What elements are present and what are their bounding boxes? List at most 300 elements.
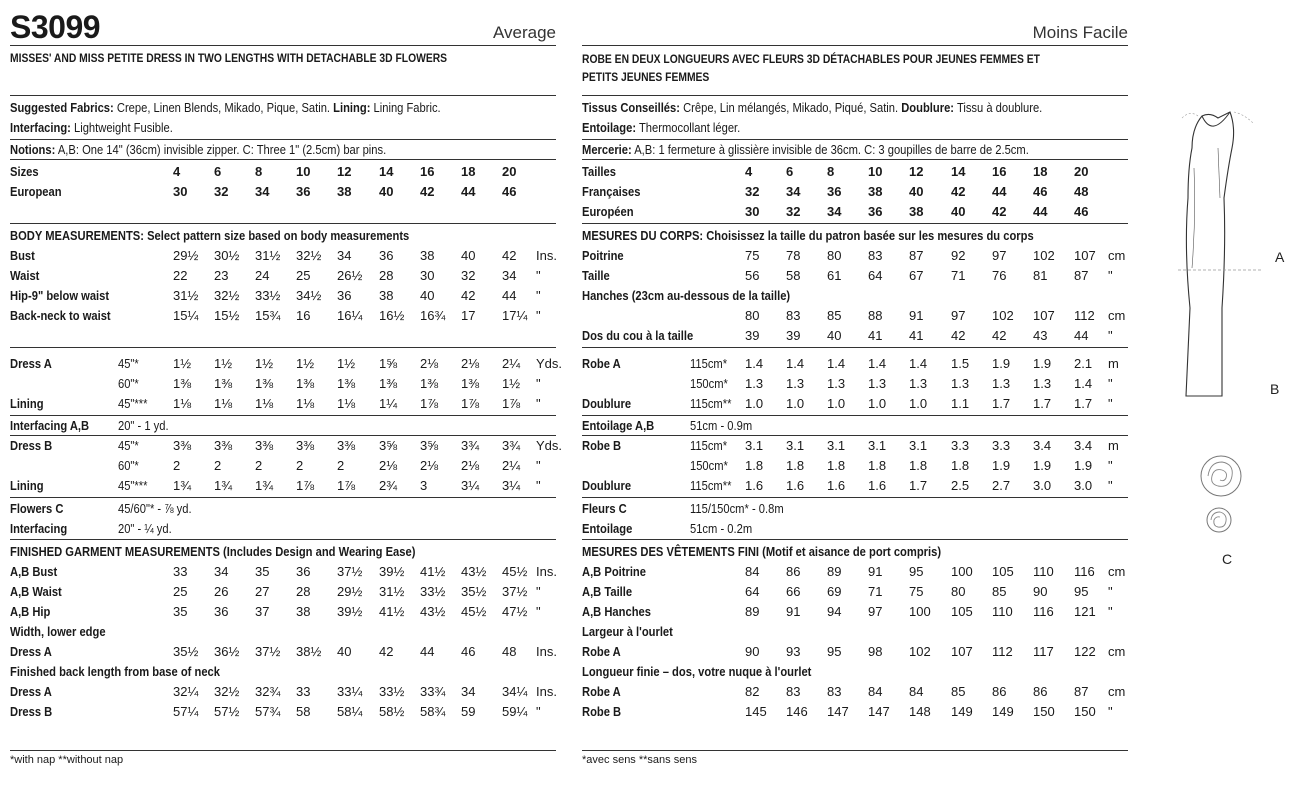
cell-value: 1¾ [255,478,274,493]
cell-value: 58¾ [420,704,446,719]
cell-value: 59 [461,704,476,719]
cell-value: 45½ [502,564,528,579]
row-value: 51cm - 0.9m [690,418,753,433]
hanches-heading: Hanches (23cm au-dessous de la taille) [582,288,791,303]
cell-value: 102 [992,308,1014,323]
pattern-number: S3099 [10,9,101,45]
cell-value: 1⅜ [461,376,480,391]
en-interfacing-ab [10,416,556,436]
row-label: Interfacing A,B [10,418,90,433]
cell-value: 40 [827,328,842,343]
cell-value: 40 [420,288,435,303]
cell-value: 3⅝ [379,438,398,453]
yardage-row [10,394,556,414]
cell-value: 3 [420,478,428,493]
cell-value: 71 [951,268,966,283]
row-label: Françaises [582,184,641,199]
cell-value: 84 [909,684,924,699]
largeur-row [582,642,1128,662]
row-label: Européen [582,204,634,219]
cell-value: 34 [827,204,842,219]
mesures-fini-heading: MESURES DES VÊTEMENTS FINI (Motif et aisance de port compris) [582,544,942,559]
row-label: Robe A [582,356,621,371]
cell-value: 32½ [214,288,240,303]
interfacing-line: Interfacing: Lightweight Fusible. [10,120,173,135]
cell-value: 1.3 [951,376,970,391]
cell-value: 33¾ [420,684,446,699]
unit-label: Yds. [536,356,563,371]
cell-value: 83 [786,308,801,323]
cell-value: 1⅜ [214,376,233,391]
mercerie-line: Mercerie: A,B: 1 fermeture à glissière invisible de 36cm. C: 3 goupilles de barre de 2.5cm. [582,142,1029,157]
cell-value: 95 [1074,584,1089,599]
cell-value: 1.9 [1033,356,1052,371]
cell-value: 10 [868,164,883,179]
width-heading: Width, lower edge [10,624,106,639]
cell-value: 32½ [296,248,322,263]
cell-value: 80 [951,584,966,599]
cell-value: 1¾ [173,478,192,493]
cell-value: 1½ [337,356,356,371]
difficulty-level: Average [492,23,556,42]
en-title-block [10,46,556,96]
cell-value: 3.1 [786,438,805,453]
cell-value: 34 [337,248,352,263]
cell-value: 100 [909,604,931,619]
cell-value: 87 [1074,268,1089,283]
cell-value: 3.4 [1074,438,1093,453]
sizes-row [10,162,556,182]
body-measurement-row [10,266,556,286]
cell-value: 81 [1033,268,1048,283]
metrage-row [582,394,1128,414]
cell-value: 61 [827,268,842,283]
row-label: Robe B [582,438,622,453]
row-label: Entoilage A,B [582,418,655,433]
cell-value: 41 [868,328,883,343]
cell-value: 44 [461,184,476,199]
cell-value: 75 [909,584,924,599]
flowers-illustration [1196,454,1246,538]
cell-value: 37 [255,604,270,619]
cell-value: 95 [909,564,924,579]
cell-value: 86 [786,564,801,579]
cell-value: 34 [502,268,517,283]
cell-value: 1.3 [1033,376,1052,391]
cell-value: 3⅝ [420,438,439,453]
unit-label: Ins. [536,248,557,263]
cell-value: 1⅛ [214,396,233,411]
finished-row [10,562,556,582]
cell-value: 1.3 [827,376,846,391]
finished-row [582,562,1128,582]
cell-value: 35½ [461,584,487,599]
cell-value: 3¾ [502,438,521,453]
unit-label: " [536,458,541,473]
cell-value: 44 [992,184,1007,199]
row-width-label: 150cm* [690,376,728,391]
unit-label: m [1108,356,1119,371]
yardage-row [10,436,563,456]
cell-value: 3.1 [868,438,887,453]
en-footnote-divider [10,750,556,751]
cell-value: 33¼ [337,684,363,699]
cell-value: 1½ [296,356,315,371]
cell-value: 1.5 [951,356,970,371]
cell-value: 34 [214,564,229,579]
row-width-label: 115cm* [690,356,728,371]
cell-value: 2 [173,458,181,473]
cell-value: 32¼ [173,684,199,699]
cell-value: 18 [1033,164,1048,179]
cell-value: 39½ [379,564,405,579]
cell-value: 2¾ [379,478,398,493]
cell-value: 145 [745,704,767,719]
cell-value: 147 [827,704,849,719]
cell-value: 4 [173,164,181,179]
english-column [10,9,563,722]
row-label: A,B Taille [582,584,633,599]
row-value: 45/60"* - ⅞ yd. [118,501,192,516]
row-label: A,B Hanches [582,604,651,619]
cell-value: 42 [461,288,476,303]
metrage-row [582,436,1128,456]
cell-value: 1⅜ [255,376,274,391]
cell-value: 92 [951,248,966,263]
cell-value: 78 [786,248,801,263]
cell-value: 66 [786,584,801,599]
titre-ligne-1: ROBE EN DEUX LONGUEURS AVEC FLEURS 3D DÉTACHABLES POUR JEUNES FEMMES ET [582,52,1040,66]
cell-value: 3.1 [909,438,928,453]
cell-value: 44 [502,288,517,303]
dress-a-b-illustration [1172,108,1285,408]
cell-value: 1.6 [868,478,887,493]
cell-value: 33½ [255,288,281,303]
cell-value: 3.4 [1033,438,1052,453]
cell-value: 83 [827,684,842,699]
cell-value: 30 [173,184,188,199]
row-label: Tailles [582,164,616,179]
unit-label: " [536,268,541,283]
en-flowers-section [10,498,556,540]
unit-label: " [536,478,541,493]
cell-value: 32¾ [255,684,281,699]
unit-label: " [1108,604,1113,619]
cell-value: 2 [337,458,345,473]
unit-label: Yds. [536,438,563,453]
finished-row [10,602,556,622]
cell-value: 32 [214,184,229,199]
cell-value: 89 [827,564,842,579]
cell-value: 1.9 [992,458,1011,473]
row-label: Hip-9" below waist [10,288,110,303]
unit-label: cm [1108,308,1126,323]
cell-value: 98 [868,644,883,659]
cell-value: 16½ [379,308,405,323]
cell-value: 48 [1074,184,1089,199]
cell-value: 110 [1033,564,1054,579]
cell-value: 1.4 [1074,376,1093,391]
cell-value: 30 [420,268,435,283]
cell-value: 87 [1074,684,1089,699]
cell-value: 33 [296,684,311,699]
cell-value: 1.3 [868,376,887,391]
length-row [10,682,556,702]
cell-value: 1⅛ [337,396,356,411]
cell-value: 23 [214,268,229,283]
cell-value: 3¾ [461,438,480,453]
cell-value: 97 [992,248,1007,263]
cell-value: 1.4 [909,356,928,371]
finished-row [582,602,1128,622]
metrage-row [582,374,1128,394]
cell-value: 89 [745,604,760,619]
yardage-row [10,476,556,496]
cell-value: 2¼ [502,356,521,371]
unit-label: cm [1108,564,1126,579]
cell-value: 3⅜ [173,438,192,453]
cell-value: 95 [827,644,842,659]
cell-value: 1½ [173,356,192,371]
fr-header [582,10,1128,46]
cell-value: 1⅜ [420,376,439,391]
fleurs-row [582,499,1128,519]
yardage-row [10,374,556,394]
cell-value: 4 [745,164,753,179]
row-width-label: 115cm** [690,478,732,493]
cell-value: 1¼ [379,396,398,411]
cell-value: 1⅞ [502,396,521,411]
cell-value: 37½ [337,564,363,579]
cell-value: 38½ [296,644,322,659]
metrage-row [582,456,1128,476]
dos-row [582,326,1128,346]
cell-value: 47½ [502,604,528,619]
flowers-row [10,499,556,519]
cell-value: 149 [992,704,1014,719]
cell-value: 1.3 [786,376,805,391]
cell-value: 1⅜ [379,376,398,391]
cell-value: 44 [1074,328,1089,343]
cell-value: 38 [420,248,435,263]
width-row [10,642,556,662]
body-measurement-row [582,266,1128,286]
cell-value: 33 [173,564,188,579]
cell-value: 97 [951,308,966,323]
cell-value: 32 [786,204,801,219]
cell-value: 15¾ [255,308,281,323]
cell-value: 80 [827,248,842,263]
cell-value: 1.4 [868,356,887,371]
fr-fabrics-section [582,96,1128,140]
cell-value: 2.5 [951,478,970,493]
cell-value: 147 [868,704,890,719]
cell-value: 38 [909,204,924,219]
cell-value: 42 [379,644,394,659]
unit-label: " [1108,376,1113,391]
cell-value: 1.4 [786,356,805,371]
cell-value: 32 [745,184,760,199]
row-label: Dos du cou à la taille [582,328,694,343]
cell-value: 1.4 [827,356,846,371]
cell-value: 34 [461,684,476,699]
cell-value: 43½ [461,564,487,579]
cell-value: 37½ [255,644,281,659]
finished-row [10,582,556,602]
cell-value: 58 [786,268,801,283]
cell-value: 16 [992,164,1007,179]
cell-value: 1⅛ [296,396,315,411]
body-measurement-row [10,246,556,266]
row-label: A,B Poitrine [582,564,646,579]
body-measurement-row [10,306,556,326]
cell-value: 1⅛ [255,396,274,411]
row-label: Sizes [10,164,39,179]
cell-value: 20 [502,164,517,179]
cell-value: 146 [786,704,808,719]
unit-label: " [1108,478,1113,493]
cell-value: 67 [909,268,924,283]
cell-value: 1⅜ [337,376,356,391]
cell-value: 69 [827,584,842,599]
fr-footnote: *avec sens **sans sens [582,754,697,766]
interfacing-c-row [10,519,556,539]
cell-value: 37½ [502,584,528,599]
cell-value: 86 [992,684,1007,699]
cell-value: 18 [461,164,476,179]
cell-value: 150 [1074,704,1096,719]
cell-value: 36 [296,184,311,199]
cell-value: 1.8 [868,458,887,473]
row-label: Dress A [10,356,52,371]
niveau: Moins Facile [1032,23,1128,42]
cell-value: 3.3 [992,438,1011,453]
row-label: Doublure [582,478,632,493]
cell-value: 48 [502,644,517,659]
view-a-label: A [1275,249,1285,265]
cell-value: 3.0 [1074,478,1093,493]
cell-value: 102 [1033,248,1055,263]
mesures-corps-heading: MESURES DU CORPS: Choisissez la taille du patron basée sur les mesures du corps [582,228,1034,243]
unit-label: " [1108,584,1113,599]
cell-value: 97 [868,604,883,619]
cell-value: 2⅛ [461,458,480,473]
cell-value: 38 [868,184,883,199]
metrage-row [582,354,1128,374]
row-label: Dress B [10,438,53,453]
cell-value: 16 [296,308,311,323]
cell-value: 1.7 [1033,396,1052,411]
cell-value: 2⅛ [420,458,439,473]
cell-value: 45½ [461,604,487,619]
entoilage-c-row [582,519,1128,539]
cell-value: 85 [827,308,842,323]
cell-value: 31½ [173,288,199,303]
longueur-row [582,682,1128,702]
cell-value: 15¼ [173,308,199,323]
cell-value: 16¼ [337,308,363,323]
cell-value: 36 [379,248,394,263]
row-width-label: 45"* [118,356,139,371]
cell-value: 44 [420,644,435,659]
cell-value: 46 [1033,184,1048,199]
cell-value: 1⅞ [420,396,439,411]
row-label: European [10,184,62,199]
cell-value: 1.0 [786,396,805,411]
cell-value: 40 [461,248,476,263]
cell-value: 38 [379,288,394,303]
fr-flowers-section [582,498,1128,540]
cell-value: 102 [909,644,931,659]
cell-value: 36½ [214,644,240,659]
tissus-line: Tissus Conseillés: Crêpe, Lin mélangés, Mikado, Piqué, Satin. Doublure: Tissu à doublure. [582,100,1043,115]
en-body-measurements [10,224,556,348]
cell-value: 30½ [214,248,240,263]
row-label: Poitrine [582,248,624,263]
cell-value: 86 [1033,684,1048,699]
fr-finished-measurements [582,540,1128,722]
francaises-row [582,182,1128,202]
view-b-label: B [1270,381,1280,397]
cell-value: 43 [1033,328,1048,343]
cell-value: 38 [337,184,352,199]
fabrics-line: Suggested Fabrics: Crepe, Linen Blends, Mikado, Pique, Satin. Lining: Lining Fabric. [10,100,441,115]
cell-value: 42 [951,184,966,199]
cell-value: 38 [296,604,311,619]
cell-value: 3⅜ [255,438,274,453]
cell-value: 24 [255,268,270,283]
row-width-label: 150cm* [690,458,728,473]
cell-value: 36 [337,288,352,303]
cell-value: 3.0 [1033,478,1052,493]
cell-value: 3⅜ [296,438,315,453]
cell-value: 1.9 [1074,458,1093,473]
cell-value: 3⅜ [337,438,356,453]
cell-value: 2 [296,458,304,473]
interfacing-ab-row [10,416,556,436]
unit-label: m [1108,438,1119,453]
cell-value: 76 [992,268,1007,283]
cell-value: 105 [951,604,973,619]
cell-value: 1⅞ [337,478,356,493]
row-label: Fleurs C [582,501,627,516]
cell-value: 1½ [214,356,233,371]
cell-value: 84 [868,684,883,699]
unit-label: " [536,376,541,391]
cell-value: 1.0 [909,396,928,411]
cell-value: 1.8 [745,458,764,473]
view-c-label: C [1222,551,1233,567]
body-measurement-row [10,286,556,306]
cell-value: 25 [173,584,188,599]
cell-value: 29½ [337,584,363,599]
cell-value: 36 [827,184,842,199]
unit-label: " [1108,328,1113,343]
cell-value: 1½ [502,376,521,391]
cell-value: 1½ [255,356,274,371]
cell-value: 28 [296,584,311,599]
cell-value: 1⅞ [461,396,480,411]
cell-value: 64 [745,584,760,599]
cell-value: 14 [951,164,966,179]
finished-heading: FINISHED GARMENT MEASUREMENTS (Includes Design and Wearing Ease) [10,544,416,559]
cell-value: 1.0 [827,396,846,411]
cell-value: 112 [992,644,1013,659]
en-header [10,10,556,46]
cell-value: 100 [951,564,973,579]
cell-value: 32 [461,268,476,283]
unit-label: Ins. [536,644,557,659]
